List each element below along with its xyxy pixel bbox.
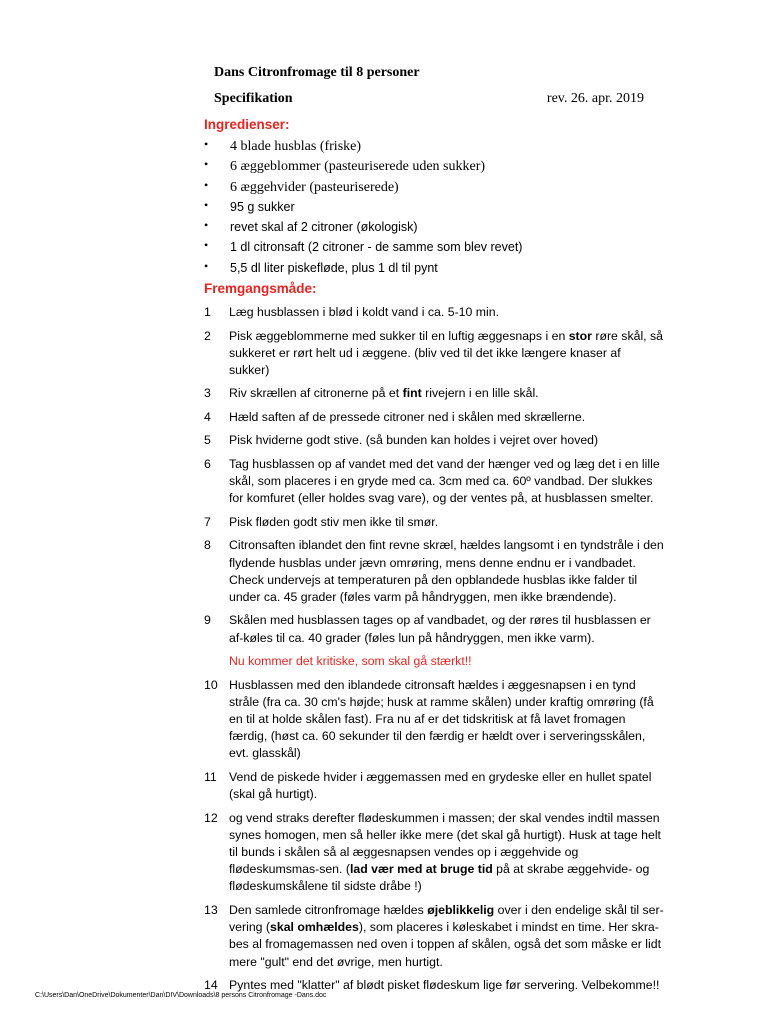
bullet-icon: • xyxy=(204,258,209,273)
step-number: 13 xyxy=(204,902,218,917)
bullet-icon: • xyxy=(204,218,209,233)
step-text-segment: Den samlede citronfromage hældes xyxy=(229,902,428,917)
step-text-segment: ), som placeres i køleskabet i mindst en time. Her skra-bes al fromagemassen ned oven i toppen af skålen, også det som måske er lidt mere "gult" end det øvrige, men hurtigt. xyxy=(229,920,662,969)
method-step xyxy=(204,612,664,646)
step-text-segment: over i den endelige skål til ser-vering ( xyxy=(229,902,664,935)
ingredient-item: • 1 dl citronsaft (2 citroner - de samme som blev revet) xyxy=(204,238,523,255)
method-step xyxy=(204,769,664,803)
ingredient-item: • revet skal af 2 citroner (økologisk) xyxy=(204,218,418,235)
step-text-segment: Pisk æggeblommerne med sukker til en luftig æggesnaps i en xyxy=(229,328,569,343)
step-text xyxy=(229,514,664,531)
step-text xyxy=(229,810,664,896)
ingredients-list xyxy=(204,137,684,279)
method-steps xyxy=(204,304,664,1001)
step-text xyxy=(229,304,664,321)
step-text-segment: Hæld saften af de pressede citroner ned i skålen med skrællerne. xyxy=(229,409,586,424)
method-step xyxy=(204,385,664,402)
bullet-icon: • xyxy=(204,157,209,172)
step-text-segment: Læg husblassen i blød i koldt vand i ca. 5-10 min. xyxy=(229,305,499,319)
method-step xyxy=(204,514,664,531)
step-emphasis: skal omhældes xyxy=(270,920,359,935)
ingredient-item: • 6 æggeblommer (pasteuriserede uden sukker) xyxy=(204,157,486,175)
step-text xyxy=(229,902,664,971)
step-text-segment: og vend straks derefter flødeskummen i massen; der skal vendes indtil massen synes homogen, men så heller ikke mere (det skal gå hurtigt). Husk at tage helt til bunds i skålen så al æggesnapsen vendes op i æggehvide og flødeskumsmas-sen. ( xyxy=(229,810,661,877)
step-text xyxy=(229,769,664,803)
step-number: 2 xyxy=(204,328,211,343)
step-text-segment: Pyntes med "klatter" af blødt pisket flødeskum lige før servering. Velbekomme!! xyxy=(229,978,660,993)
ingredient-item: • 6 æggehvider (pasteuriserede) xyxy=(204,177,399,195)
step-text-segment: rivejern i en lille skål. xyxy=(421,386,539,401)
method-step xyxy=(204,537,664,606)
step-number: 5 xyxy=(204,433,211,448)
bullet-icon: • xyxy=(204,238,209,253)
ingredient-item: • 5,5 dl liter piskefløde, plus 1 dl til pynt xyxy=(204,258,438,275)
bullet-icon: • xyxy=(204,197,209,212)
method-step xyxy=(204,456,664,508)
revision-date: rev. 26. apr. 2019 xyxy=(546,91,644,106)
step-text-segment: Pisk hviderne godt stive. (så bunden kan holdes i vejret over hoved) xyxy=(229,433,599,448)
step-text xyxy=(229,456,664,508)
step-text-segment: på at skrabe æggehvide- og flødeskumskålene til sidste dråbe !) xyxy=(229,862,650,894)
step-text xyxy=(229,612,664,646)
step-text xyxy=(229,537,664,606)
document-title: Dans Citronfromage til 8 personer xyxy=(214,65,420,80)
critical-note: Nu kommer det kritiske, som skal gå stærkt!! xyxy=(229,654,472,669)
step-emphasis: lad vær med at bruge tid xyxy=(349,862,493,877)
ingredients-heading: Ingredienser: xyxy=(204,117,290,132)
step-text-segment: røre skål, så sukkeret er rørt helt ud i æggene. (bliv ved til det ikke længere knaser af sukker) xyxy=(229,328,663,377)
method-heading: Fremgangsmåde: xyxy=(204,281,317,296)
step-text-segment: Husblassen med den iblandede citronsaft hældes i æggesnapsen i en tynd stråle (fra ca. 30 cm's højde; husk at ramme skålen) under kraftig omrøring (få en til at holde skålen fast). Fra nu af er det tidskritisk at få lavet fromagen færdig, (høst ca. 60 sekunder til den færdig er hældt over i serveringsskålen, evt. glasskål) xyxy=(229,677,654,761)
step-text xyxy=(229,409,664,426)
bullet-icon: • xyxy=(204,137,209,151)
step-text-segment: Citronsaften iblandet den fint revne skræl, hældes langsomt i en tyndstråle i den flydende husblas under jævn omrøring, mens denne endnu er i vandbadet. Check undervejs at temperaturen på den opblandede husblas ikke falder til under ca. 45 grader (føles varm på håndryggen, men ikke brændende). xyxy=(229,538,664,604)
method-step xyxy=(204,328,664,380)
step-number: 14 xyxy=(204,978,218,993)
ingredient-item: • 95 g sukker xyxy=(204,197,295,214)
method-step xyxy=(204,409,664,426)
step-number: 8 xyxy=(204,538,211,553)
step-text xyxy=(229,432,664,449)
ingredient-item: • 4 blade husblas (friske) xyxy=(204,137,362,154)
step-text xyxy=(229,328,664,380)
footer-file-path: C:\Users\Dan\OneDrive\Dokumenter\Dan\DIV\Downloads\8 persons Citronfromage -Dans.doc xyxy=(35,992,327,999)
step-text-segment: Pisk fløden godt stiv men ikke til smør. xyxy=(229,514,439,529)
step-text-segment: Tag husblassen op af vandet med det vand der hænger ved og læg det i en lille skål, som placeres i en gryde med ca. 3cm med ca. 60º vandbad. Der slukkes for komfuret (eller holdes svag vare), og der ventes på, at husblassen smelter. xyxy=(229,456,660,506)
bullet-icon: • xyxy=(204,177,209,192)
spec-label: Specifikation xyxy=(214,91,293,106)
step-number: 3 xyxy=(204,386,211,401)
step-emphasis: stor xyxy=(568,328,592,343)
method-step xyxy=(204,902,664,971)
step-emphasis: øjeblikkelig xyxy=(427,902,495,917)
method-step xyxy=(204,304,664,321)
step-emphasis: fint xyxy=(402,386,422,401)
step-text-segment: Riv skrællen af citronerne på et xyxy=(229,386,403,401)
step-number: 12 xyxy=(204,810,218,825)
step-text xyxy=(229,677,664,763)
step-number: 1 xyxy=(204,305,211,319)
method-step xyxy=(204,810,664,896)
step-text-segment: Skålen med husblassen tages op af vandbadet, og der røres til husblassen er af-køles til ca. 40 grader (føles lun på håndryggen, men ikke varm). xyxy=(229,613,651,645)
step-text-segment: Vend de piskede hvider i æggemassen med en grydeske eller en hullet spatel (skal gå hurtigt). xyxy=(229,769,652,802)
method-step xyxy=(204,677,664,763)
step-number: 7 xyxy=(204,514,211,529)
step-number: 6 xyxy=(204,456,211,471)
step-number: 11 xyxy=(204,769,217,784)
step-number: 10 xyxy=(204,677,218,692)
step-text xyxy=(229,385,664,402)
method-step xyxy=(204,432,664,449)
step-number: 9 xyxy=(204,613,211,628)
step-number: 4 xyxy=(204,409,211,424)
